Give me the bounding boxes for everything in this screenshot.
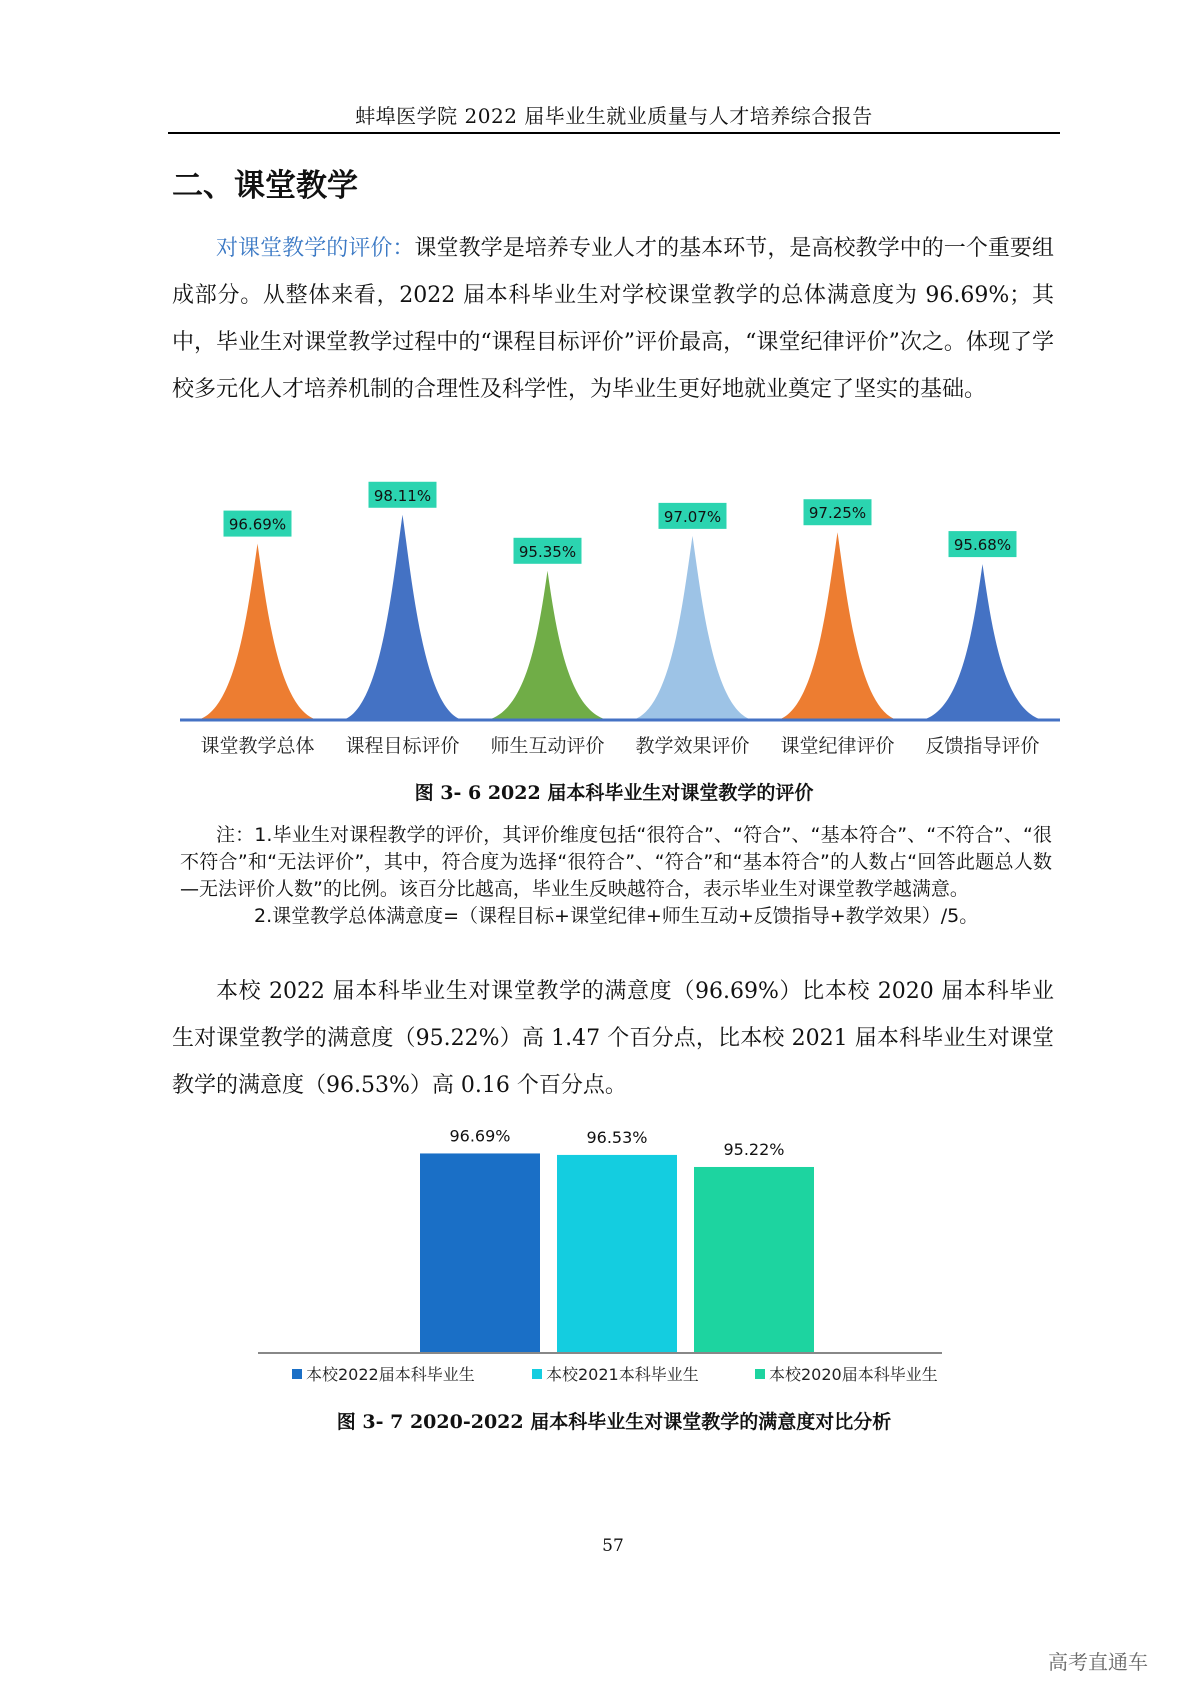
- data-label-text: 97.25%: [808, 504, 867, 523]
- data-label-text: 97.07%: [663, 507, 722, 526]
- data-label: [949, 531, 1017, 557]
- section-title: 二、课堂教学: [172, 168, 358, 204]
- paragraph-evaluation: [172, 225, 1054, 413]
- category-label: 师生互动评价: [490, 735, 605, 757]
- bar-value-label: 95.22%: [723, 1139, 785, 1159]
- data-label: [369, 482, 437, 508]
- bar-value-label: 96.53%: [586, 1128, 648, 1147]
- comparison-bar: [694, 1167, 814, 1353]
- page-header: 蚌埠医学院 2022 届毕业生就业质量与人才培养综合报告: [355, 104, 873, 128]
- peak-bar: [343, 515, 463, 720]
- peak-bar: [198, 544, 318, 720]
- evaluation-peak-chart: [180, 470, 1060, 770]
- legend-label: 本校2020届本科毕业生: [769, 1365, 938, 1384]
- data-label: [804, 499, 872, 525]
- data-label: [224, 511, 292, 537]
- data-label-text: 95.35%: [518, 542, 577, 561]
- data-label-text: 96.69%: [228, 515, 287, 534]
- legend-label: 本校2021本科毕业生: [546, 1365, 699, 1384]
- note-line-2: 2.课堂教学总体满意度=（课程目标+课堂纪律+师生互动+反馈指导+教学效果）/5。: [254, 905, 979, 927]
- note-line-1: 注：1.毕业生对课程教学的评价，其评价维度包括“很符合”、“符合”、“基本符合”、“不符合”、“很不符合”和“无法评价”，其中，符合度为选择“很符合”、“符合”和“基本符合”的人数占“回答此题总人数—无法评价人数”的比例。该百分比越高，毕业生反映越符合，表示毕业生对课堂教学越满意。: [180, 824, 1052, 900]
- satisfaction-comparison-chart: [250, 1128, 950, 1403]
- data-label-text: 95.68%: [953, 536, 1012, 555]
- header-divider: [168, 132, 1060, 134]
- legend-swatch: [292, 1369, 302, 1379]
- category-label: 课堂教学总体: [200, 735, 315, 757]
- peak-bar: [488, 571, 608, 720]
- comparison-bar: [420, 1153, 540, 1353]
- peak-bar: [633, 536, 753, 720]
- peak-bar: [778, 532, 898, 720]
- legend-swatch: [755, 1369, 765, 1379]
- comparison-bar: [557, 1155, 677, 1353]
- peak-bar: [923, 564, 1043, 720]
- bar-value-label: 96.69%: [449, 1128, 511, 1146]
- watermark: 高考直通车: [1048, 1650, 1148, 1674]
- page-number: 57: [602, 1536, 624, 1556]
- category-label: 课程目标评价: [345, 735, 460, 757]
- data-label: [514, 538, 582, 564]
- legend-item: [532, 1365, 699, 1384]
- paragraph-lead: 对课堂教学的评价：: [216, 236, 415, 261]
- data-label: [659, 503, 727, 529]
- legend-swatch: [532, 1369, 542, 1379]
- legend-item: [292, 1365, 475, 1384]
- paragraph-body: 课堂教学是培养专业人才的基本环节，是高校教学中的一个重要组成部分。从整体来看，2022 届本科毕业生对学校课堂教学的总体满意度为 96.69%；其中，毕业生对课堂教学过程中的“课程目标评价”评价最高，“课堂纪律评价”次之。体现了学校多元化人才培养机制的合理性及科学性，为毕业生更好地就业奠定了坚实的基础。: [172, 236, 1054, 402]
- category-label: 课堂纪律评价: [780, 735, 895, 757]
- figure-caption-3-6: 图 3- 6 2022 届本科毕业生对课堂教学的评价: [414, 782, 814, 804]
- category-label: 反馈指导评价: [925, 735, 1040, 757]
- category-label: 教学效果评价: [635, 735, 750, 757]
- figure-caption-3-7: 图 3- 7 2020-2022 届本科毕业生对课堂教学的满意度对比分析: [336, 1411, 892, 1433]
- data-label-text: 98.11%: [373, 486, 432, 505]
- legend-item: [755, 1365, 938, 1384]
- legend-label: 本校2022届本科毕业生: [306, 1365, 475, 1384]
- paragraph-comparison: 本校 2022 届本科毕业生对课堂教学的满意度（96.69%）比本校 2020 届本科毕业生对课堂教学的满意度（95.22%）高 1.47 个百分点，比本校 2021 届本科毕业生对课堂教学的满意度（96.53%）高 0.16 个百分点。: [172, 979, 1054, 1098]
- figure-note: [180, 822, 1052, 930]
